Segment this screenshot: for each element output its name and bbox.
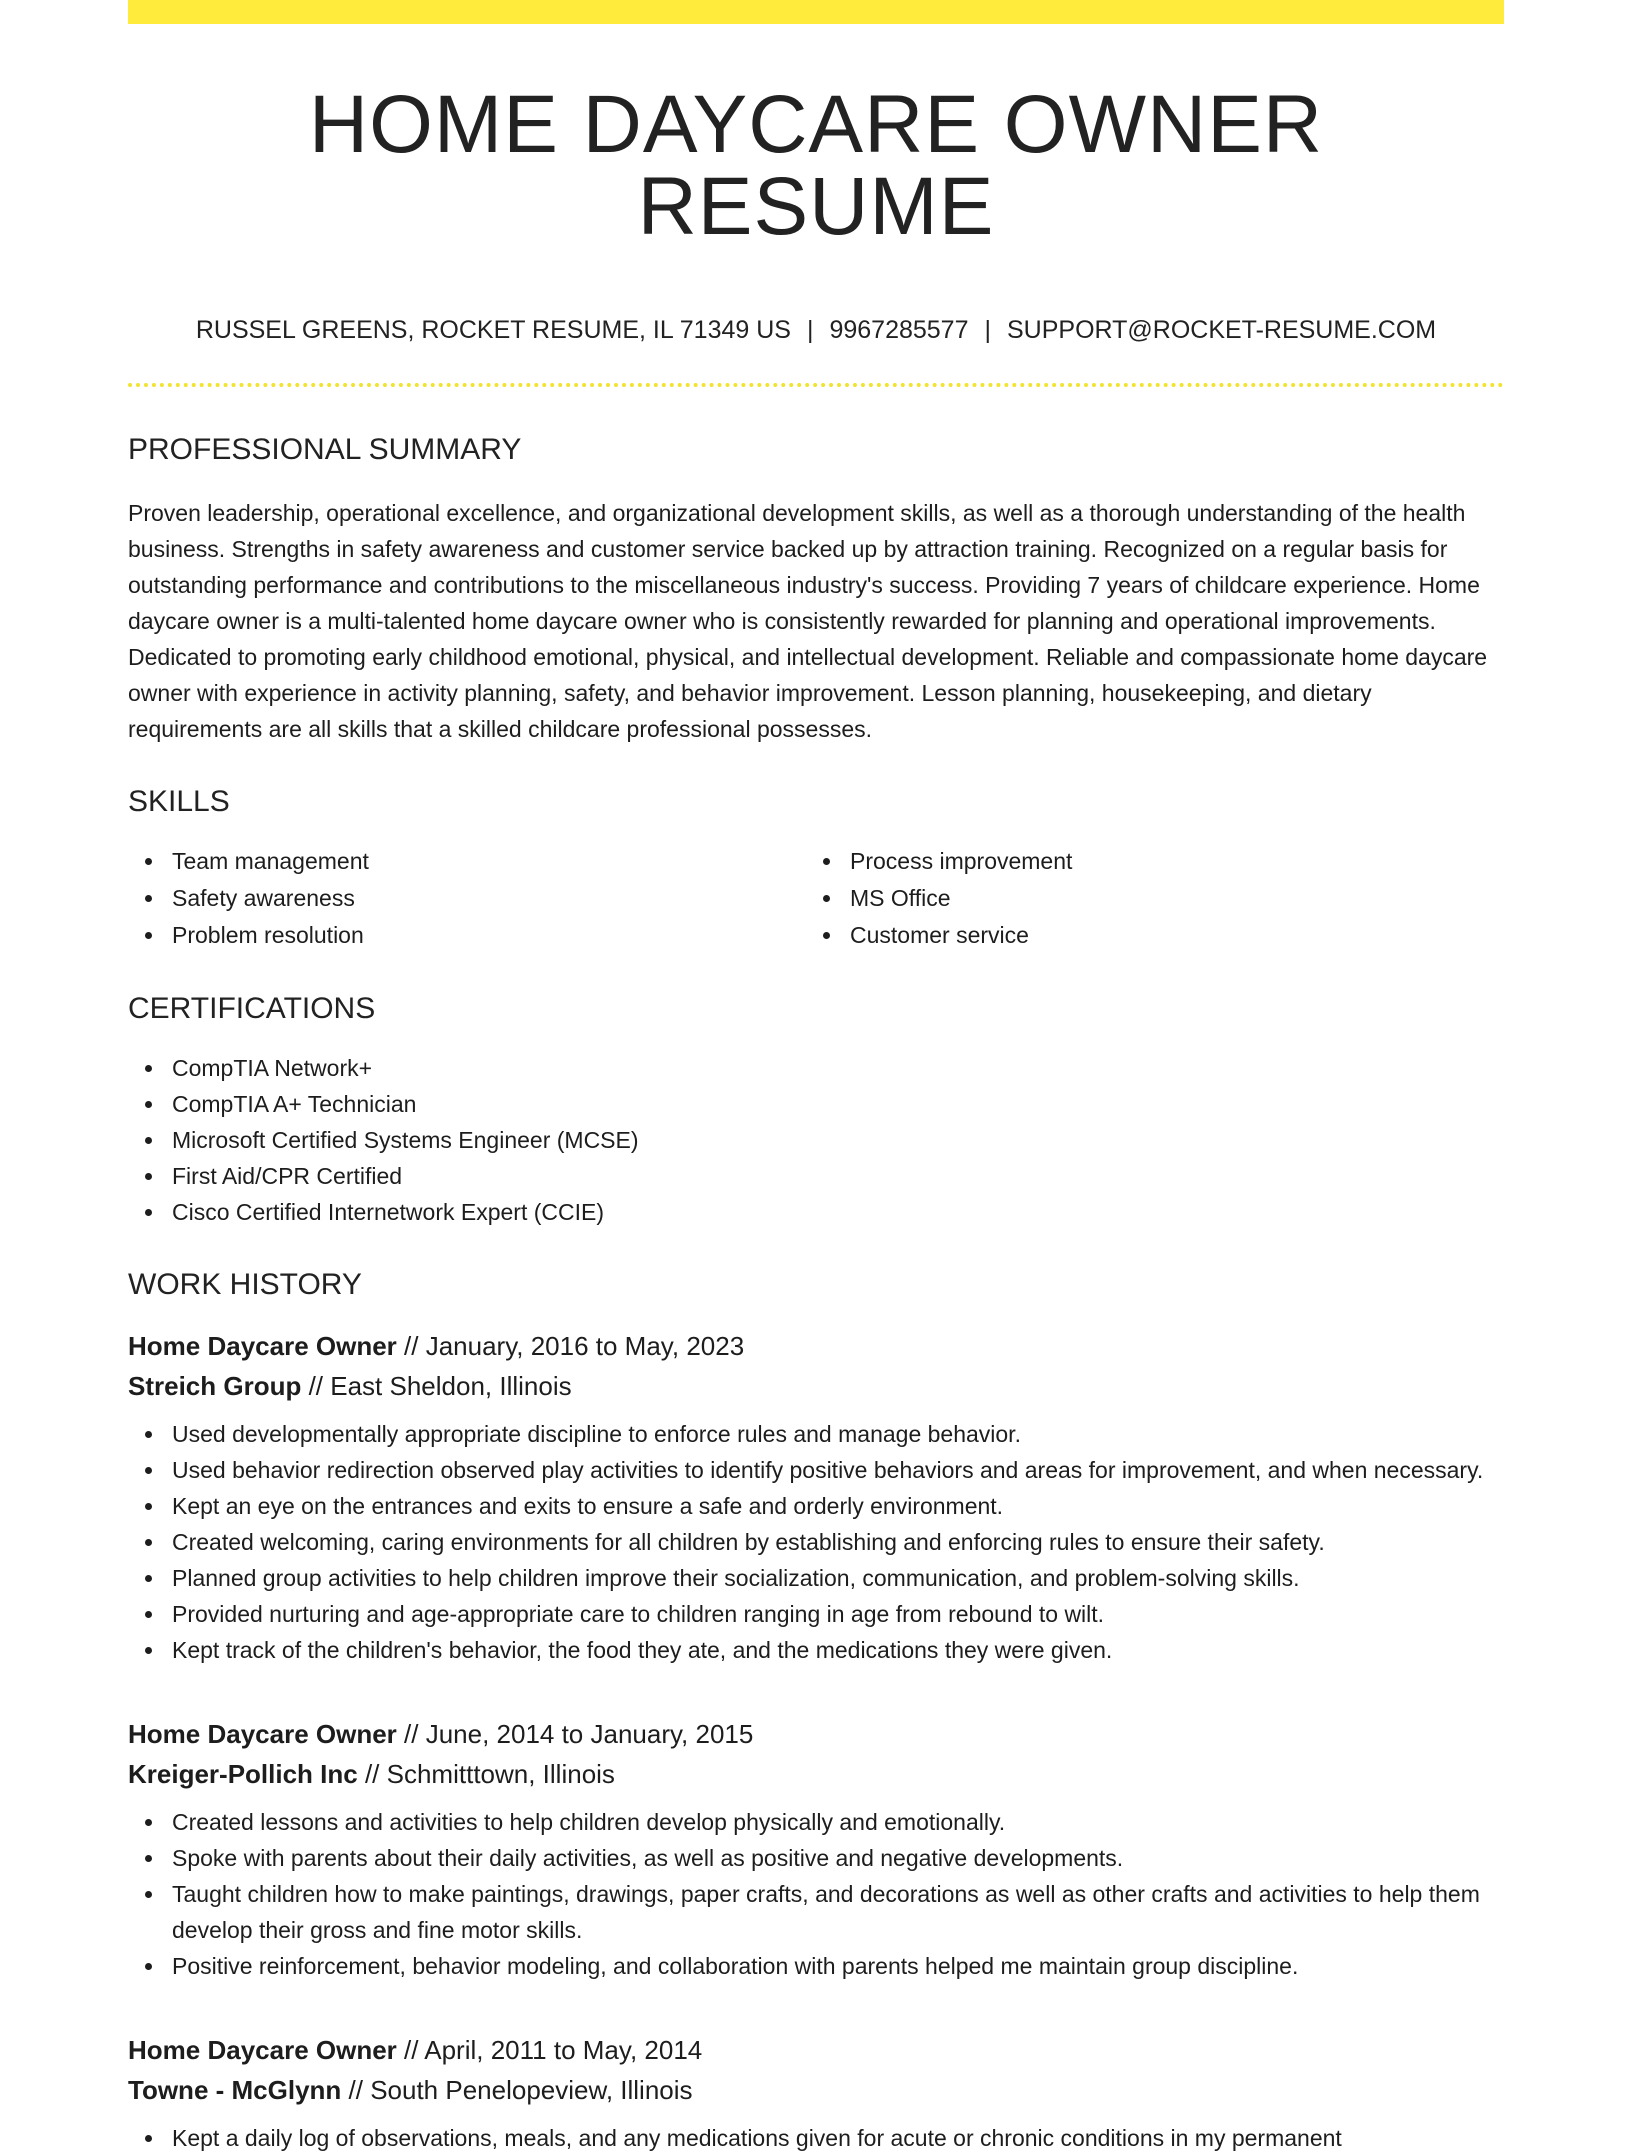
job-duties-list	[128, 1804, 1504, 1984]
job-duties-list	[128, 1416, 1504, 1668]
accent-bar	[128, 0, 1504, 24]
job-company-line	[128, 2070, 1504, 2110]
certifications-heading: CERTIFICATIONS	[128, 992, 376, 1025]
certification-item: Microsoft Certified Systems Engineer (MCSE)	[128, 1122, 1504, 1158]
job-location: // Schmitttown, Illinois	[357, 1759, 615, 1789]
skill-item: Problem resolution	[128, 917, 806, 954]
certification-item: CompTIA A+ Technician	[128, 1086, 1504, 1122]
job-duty-item: Provided nurturing and age-appropriate care to children ranging in age from rebound to wilt.	[128, 1596, 1504, 1632]
job-duty-item: Kept a daily log of observations, meals, and any medications given for acute or chronic conditions in my permanent	[128, 2120, 1504, 2156]
job-dates: // January, 2016 to May, 2023	[396, 1331, 745, 1361]
job-title: Home Daycare Owner	[128, 2035, 397, 2065]
job-duty-item: Kept an eye on the entrances and exits to ensure a safe and orderly environment.	[128, 1488, 1504, 1524]
skill-item: Safety awareness	[128, 880, 806, 917]
job-duty-item: Created welcoming, caring environments for all children by establishing and enforcing rules to ensure their safety.	[128, 1524, 1504, 1560]
job-entry	[128, 2030, 1504, 2156]
certification-item: First Aid/CPR Certified	[128, 1158, 1504, 1194]
job-duty-item: Used behavior redirection observed play activities to identify positive behaviors and areas for improvement, and when necessary.	[128, 1452, 1504, 1488]
job-company: Streich Group	[128, 1371, 302, 1401]
job-title-line	[128, 1326, 1504, 1366]
summary-text: Proven leadership, operational excellence, and organizational development skills, as well as a thorough understanding of the health business. Strengths in safety awareness and customer service backed up by attraction training. Recognized on a regular basis for outstanding performance and contributions to the miscellaneous industry's success. Providing 7 years of childcare experience. Home daycare owner is a multi-talented home daycare owner who is consistently rewarded for planning and operational improvements. Dedicated to promoting early childhood emotional, physical, and intellectual development. Reliable and compassionate home daycare owner with experience in activity planning, safety, and behavior improvement. Lesson planning, housekeeping, and dietary requirements are all skills that a skilled childcare professional possesses.	[128, 500, 1488, 742]
job-company: Kreiger-Pollich Inc	[128, 1759, 358, 1789]
job-location: // South Penelopeview, Illinois	[341, 2075, 693, 2105]
contact-address: RUSSEL GREENS, ROCKET RESUME, IL 71349 US	[195, 316, 791, 344]
work-history-heading: WORK HISTORY	[128, 1268, 362, 1301]
job-title-line	[128, 2030, 1504, 2070]
certification-item: Cisco Certified Internetwork Expert (CCIE)	[128, 1194, 1504, 1230]
certifications-list	[128, 1050, 1504, 1230]
skills-column-right	[806, 843, 1484, 954]
job-duty-item: Spoke with parents about their daily activities, as well as positive and negative developments.	[128, 1840, 1504, 1876]
contact-separator: |	[806, 316, 814, 344]
skill-item: MS Office	[806, 880, 1484, 917]
dotted-divider	[128, 383, 1504, 387]
skill-item: Process improvement	[806, 843, 1484, 880]
skills-column-left	[128, 843, 806, 954]
work-history-list	[128, 1326, 1504, 2156]
summary-heading: PROFESSIONAL SUMMARY	[128, 433, 522, 466]
job-location: // East Sheldon, Illinois	[301, 1371, 572, 1401]
skills-list	[128, 843, 1504, 954]
job-duty-item: Positive reinforcement, behavior modeling, and collaboration with parents helped me maintain group discipline.	[128, 1948, 1504, 1984]
contact-separator: |	[984, 316, 991, 344]
job-entry	[128, 1714, 1504, 1984]
job-duty-item: Taught children how to make paintings, drawings, paper crafts, and decorations as well as other crafts and activities to help them develop their gross and fine motor skills.	[128, 1876, 1504, 1948]
skill-item: Customer service	[806, 917, 1484, 954]
resume-title: HOME DAYCARE OWNER RESUME	[308, 79, 1324, 252]
job-dates: // June, 2014 to January, 2015	[396, 1719, 754, 1749]
contact-email: SUPPORT@ROCKET-RESUME.COM	[1007, 316, 1437, 344]
job-duty-item: Used developmentally appropriate discipline to enforce rules and manage behavior.	[128, 1416, 1504, 1452]
job-dates: // April, 2011 to May, 2014	[396, 2035, 703, 2065]
job-title-line	[128, 1714, 1504, 1754]
job-title: Home Daycare Owner	[128, 1719, 397, 1749]
job-duties-list	[128, 2120, 1504, 2156]
contact-line	[128, 316, 1504, 345]
skill-item: Team management	[128, 843, 806, 880]
job-company-line	[128, 1754, 1504, 1794]
job-title: Home Daycare Owner	[128, 1331, 397, 1361]
job-duty-item: Kept track of the children's behavior, the food they ate, and the medications they were given.	[128, 1632, 1504, 1668]
certification-item: CompTIA Network+	[128, 1050, 1504, 1086]
resume-page	[128, 0, 1504, 2156]
job-duty-item: Created lessons and activities to help children develop physically and emotionally.	[128, 1804, 1504, 1840]
job-entry	[128, 1326, 1504, 1668]
job-company: Towne - McGlynn	[128, 2075, 342, 2105]
job-duty-item: Planned group activities to help children improve their socialization, communication, and problem-solving skills.	[128, 1560, 1504, 1596]
job-company-line	[128, 1366, 1504, 1406]
contact-phone: 9967285577	[829, 316, 969, 344]
skills-heading: SKILLS	[128, 785, 230, 818]
